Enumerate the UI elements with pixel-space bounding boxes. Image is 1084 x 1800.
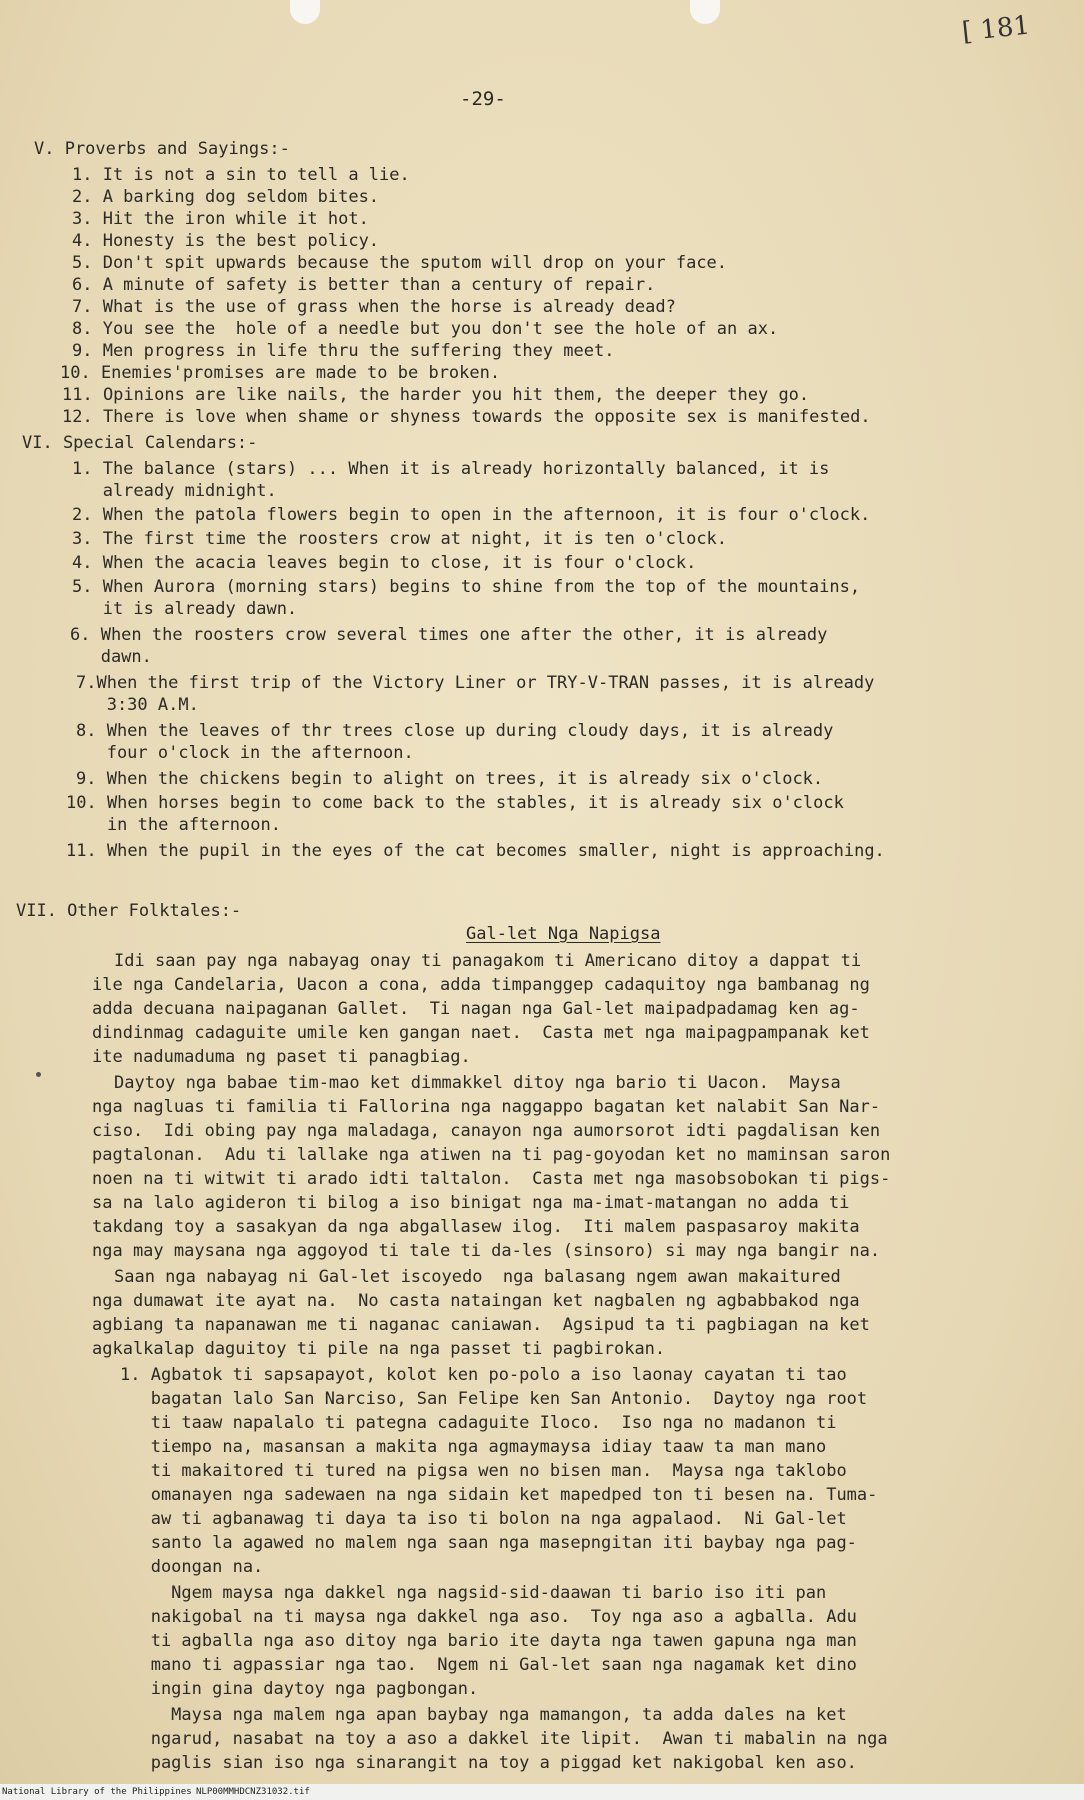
proverb-item: 9. Men progress in life thru the suffering they meet. (72, 341, 615, 361)
folktale-line: ti agballa nga aso ditoy nga bario ite dayta nga tawen gapuna nga man (120, 1631, 857, 1651)
folktale-line: bagatan lalo San Narciso, San Felipe ken San Antonio. Daytoy nga root (120, 1389, 868, 1409)
folktale-line: agbiang ta napanawan me ti naganac caniawan. Agsipud ta ti pagbiagan na ket (92, 1315, 870, 1335)
calendar-line: 4. When the acacia leaves begin to close, it is four o'clock. (72, 553, 697, 573)
folktale-title: Gal-let Nga Napigsa (466, 924, 661, 944)
folktale-line: doongan na. (120, 1557, 264, 1577)
folktale-line: ciso. Idi obing pay nga maladaga, canayon nga aumorsorot idti pagdalisan ken (92, 1121, 881, 1141)
calendar-line: 3:30 A.M. (76, 695, 199, 715)
proverb-item: 5. Don't spit upwards because the sputom will drop on your face. (72, 253, 728, 273)
folktale-line: ti makaitored ti tured na pigsa wen no bisen man. Maysa nga taklobo (120, 1461, 847, 1481)
folktale-line: takdang toy a sasakyan da nga abgallasew ilog. Iti malem paspasaroy makita (92, 1217, 860, 1237)
calendar-line: 3. The first time the roosters crow at night, it is ten o'clock. (72, 529, 728, 549)
calendar-line: four o'clock in the afternoon. (76, 743, 414, 763)
folktale-line: ile nga Candelaria, Uacon a cona, adda timpanggep cadaquitoy nga bambanag ng (92, 975, 870, 995)
folktale-line: ti taaw napalalo ti pategna cadaguite Iloco. Iso nga no madanon ti (120, 1413, 837, 1433)
folktale-line: ngarud, nasabat na toy a aso a dakkel ite lipit. Awan ti mabalin na nga (120, 1729, 888, 1749)
calendar-line: it is already dawn. (72, 599, 298, 619)
section-heading-proverbs: V. Proverbs and Sayings:- (34, 139, 290, 159)
folktale-line: nakigobal na ti maysa nga dakkel nga aso. Toy nga aso a agballa. Adu (120, 1607, 857, 1627)
proverb-item: 7. What is the use of grass when the horse is already dead? (72, 297, 676, 317)
folktale-line: mano ti agpassiar nga tao. Ngem ni Gal-let saan nga nagamak ket dino (120, 1655, 857, 1675)
section-heading-folktales: VII. Other Folktales:- (16, 901, 242, 921)
proverb-item: 1. It is not a sin to tell a lie. (72, 165, 410, 185)
calendar-line: 7.When the first trip of the Victory Liner or TRY-V-TRAN passes, it is already (76, 673, 875, 693)
folktale-line: tiempo na, masansan a makita nga agmaymaysa idiay taaw ta man mano (120, 1437, 827, 1457)
folktale-line: Maysa nga malem nga apan baybay nga mamangon, ta adda dales na ket (120, 1705, 847, 1725)
calendar-line: already midnight. (72, 481, 277, 501)
folktale-line: paglis sian iso nga sinarangit na toy a piggad ket nakigobal ken aso. (120, 1753, 857, 1773)
folktale-line: adda decuana naipaganan Gallet. Ti nagan nga Gal-let maipadpadamag ken ag- (92, 999, 860, 1019)
folktale-line: nga may maysana nga aggoyod ti tale ti da-les (sinsoro) si may nga bangir na. (92, 1241, 881, 1261)
calendar-line: 5. When Aurora (morning stars) begins to shine from the top of the mountains, (72, 577, 861, 597)
calendar-line: 9. When the chickens begin to alight on trees, it is already six o'clock. (76, 769, 824, 789)
proverb-item: 10. Enemies'promises are made to be broken. (60, 363, 501, 383)
calendar-line: 8. When the leaves of thr trees close up during cloudy days, it is already (76, 721, 834, 741)
punch-hole (290, 0, 320, 24)
calendar-line: 6. When the roosters crow several times one after the other, it is already (70, 625, 828, 645)
folktale-line: noen na ti witwit ti arado idti taltalon. Casta met nga masobsobokan ti pigs- (92, 1169, 891, 1189)
footer-file-name: NLP00MMHDCNZ31032.tif (196, 1787, 310, 1797)
calendar-line: 2. When the patola flowers begin to open in the afternoon, it is four o'clock. (72, 505, 871, 525)
folktale-line: ingin gina daytoy nga pagbongan. (120, 1679, 479, 1699)
folktale-line: omanayen nga sadewaen na nga sidain ket mapedped ton ti besen na. Tuma- (120, 1485, 878, 1505)
folktale-line: dindinmag cadaguite umile ken gangan naet. Casta met nga maipagpampanak ket (92, 1023, 870, 1043)
folktale-line: ite nadumaduma ng paset ti panagbiag. (92, 1047, 471, 1067)
folktale-line: Ngem maysa nga dakkel nga nagsid-sid-daawan ti bario iso iti pan (120, 1583, 827, 1603)
proverb-item: 4. Honesty is the best policy. (72, 231, 380, 251)
calendar-line: 11. When the pupil in the eyes of the cat becomes smaller, night is approaching. (66, 841, 885, 861)
footer-library-name: National Library of the Philippines (2, 1787, 192, 1797)
folktale-line: nga dumawat ite ayat na. No casta nataingan ket nagbalen ng agbabbakod nga (92, 1291, 860, 1311)
folktale-line: pagtalonan. Adu ti lallake nga atiwen na ti pag-goyodan ket no maminsan saron (92, 1145, 891, 1165)
folktale-line: Daytoy nga babae tim-mao ket dimmakkel ditoy nga bario ti Uacon. Maysa (114, 1073, 841, 1093)
page-number: -29- (460, 88, 506, 110)
folktale-line: aw ti agbanawag ti daya ta iso ti bolon na nga agpalaod. Ni Gal-let (120, 1509, 847, 1529)
proverb-item: 11. Opinions are like nails, the harder you hit them, the deeper they go. (62, 385, 810, 405)
scan-footer (0, 1784, 1084, 1800)
calendar-line: 1. The balance (stars) ... When it is already horizontally balanced, it is (72, 459, 830, 479)
folktale-line: Idi saan pay nga nabayag onay ti panagakom ti Americano ditoy a dappat ti (114, 951, 862, 971)
proverb-item: 6. A minute of safety is better than a century of repair. (72, 275, 656, 295)
ink-dot (36, 1072, 41, 1077)
section-heading-calendars: VI. Special Calendars:- (22, 433, 258, 453)
folktale-line: 1. Agbatok ti sapsapayot, kolot ken po-polo a iso laonay cayatan ti tao (120, 1365, 847, 1385)
proverb-item: 12. There is love when shame or shyness towards the opposite sex is manifested. (62, 407, 871, 427)
folktale-line: santo la agawed no malem nga saan nga masepngitan iti baybay nga pag- (120, 1533, 857, 1553)
folktale-line: nga nagluas ti familia ti Fallorina nga naggappo bagatan ket nalabit San Nar- (92, 1097, 881, 1117)
calendar-line: in the afternoon. (66, 815, 281, 835)
punch-hole (690, 0, 720, 24)
folktale-line: agkalkalap daguitoy ti pile na nga passet ti pagbirokan. (92, 1339, 666, 1359)
calendar-line: dawn. (70, 647, 152, 667)
folktale-line: Saan nga nabayag ni Gal-let iscoyedo nga balasang ngem awan makaitured (114, 1267, 841, 1287)
calendar-line: 10. When horses begin to come back to the stables, it is already six o'clock (66, 793, 844, 813)
handwritten-page-note: [ 181 (960, 10, 1032, 48)
proverb-item: 8. You see the hole of a needle but you don't see the hole of an ax. (72, 319, 779, 339)
proverb-item: 2. A barking dog seldom bites. (72, 187, 380, 207)
folktale-line: sa na lalo agideron ti bilog a iso binigat nga ma-imat-matangan no adda ti (92, 1193, 850, 1213)
proverb-item: 3. Hit the iron while it hot. (72, 209, 369, 229)
